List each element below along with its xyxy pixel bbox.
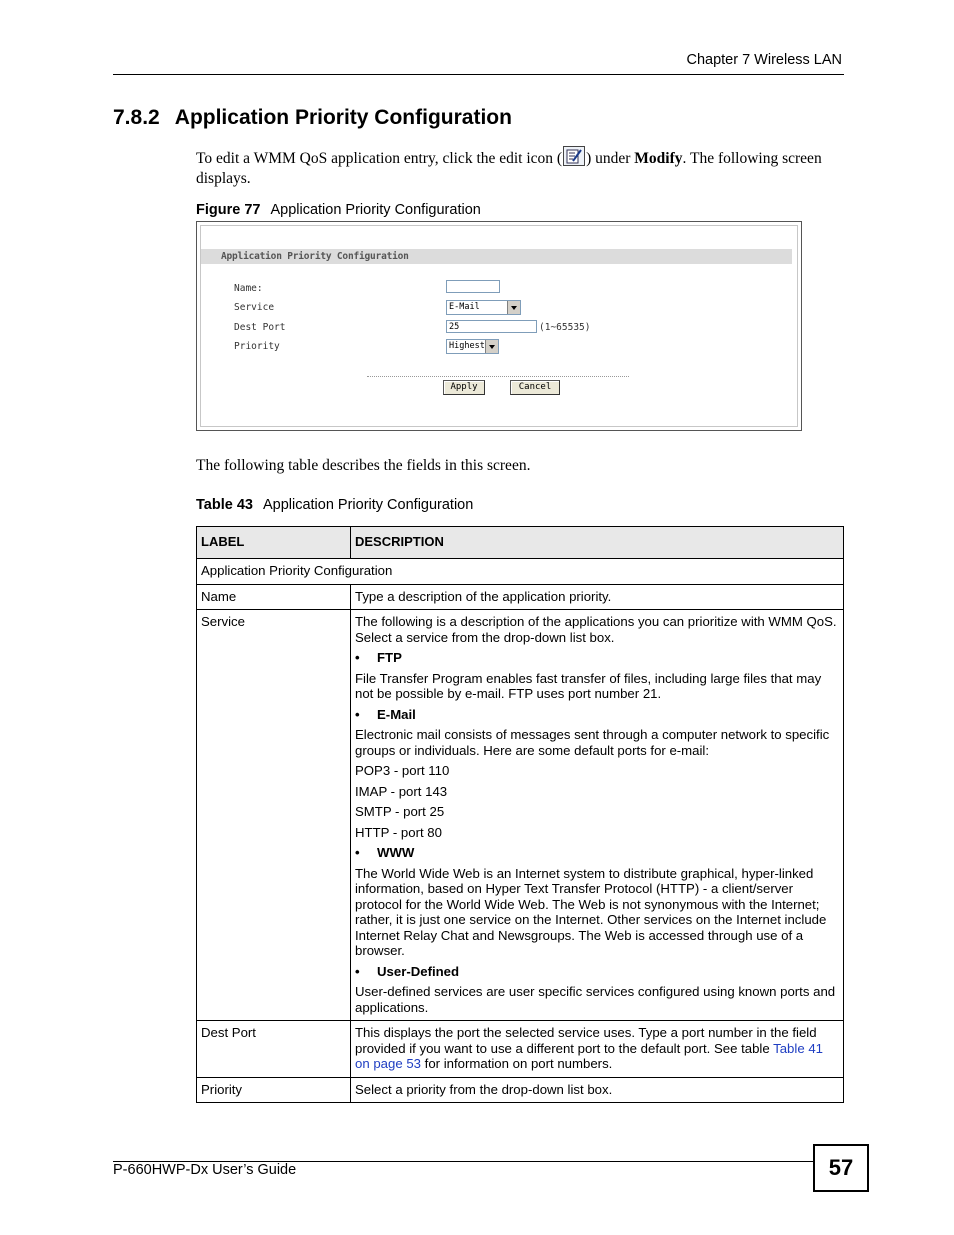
user-defined-description: User-defined services are user specific services configured using known ports and applications.: [355, 984, 836, 1015]
table-section-row: Application Priority Configuration: [197, 559, 844, 585]
chapter-header: Chapter 7 Wireless LAN: [686, 52, 842, 68]
intro-text-1: To edit a WMM QoS application entry, click the edit icon (: [196, 150, 563, 167]
priority-label: Priority: [234, 341, 280, 352]
bullet-icon: •: [355, 706, 360, 722]
dest-port-range: (1~65535): [539, 322, 591, 333]
column-header-description: DESCRIPTION: [351, 527, 844, 559]
table-caption: [196, 497, 473, 513]
row-desc-service: [351, 610, 844, 1021]
cancel-button[interactable]: Cancel: [510, 380, 560, 395]
screenshot-title: Application Priority Configuration: [221, 251, 409, 262]
table-row: [197, 1021, 844, 1078]
row-label-service: Service: [197, 610, 351, 1021]
table-41-link[interactable]: Table 41 on page 53: [355, 1040, 823, 1071]
dest-port-desc-2: for information on port numbers.: [421, 1056, 613, 1071]
edit-icon: [563, 146, 585, 166]
table-header-row: [197, 527, 844, 559]
pop3-port: POP3 - port 110: [355, 763, 450, 778]
service-label: Service: [234, 302, 275, 313]
table-row: [197, 584, 844, 610]
intro-text-3: . The following screen displays.: [196, 150, 822, 187]
bullet-icon: •: [355, 650, 360, 665]
section-heading: [113, 106, 512, 130]
intro-bold-modify: Modify: [634, 150, 683, 167]
section-number: 7.8.2: [113, 106, 160, 129]
header-divider: [113, 74, 844, 75]
dest-port-input[interactable]: 25: [446, 320, 537, 333]
imap-port: IMAP - port 143: [355, 783, 448, 799]
name-label: Name:: [234, 283, 263, 294]
service-intro: The following is a description of the applications you can prioritize with WMM QoS. Select a service from the drop-down list box.: [355, 614, 837, 645]
column-header-label: LABEL: [197, 527, 351, 559]
screenshot-title-bar: [201, 249, 792, 264]
service-select[interactable]: [446, 300, 521, 315]
section-title: Application Priority Configuration: [174, 106, 512, 129]
dest-port-desc-1: This displays the port the selected service uses. Type a port number in the field provided if you want to use a different port to the default port. See table: [355, 1025, 817, 1056]
table-intro-paragraph: The following table describes the fields in this screen.: [196, 457, 531, 474]
dropdown-arrow-icon[interactable]: [507, 301, 520, 314]
priority-select-value: Highest: [449, 341, 485, 351]
name-input[interactable]: [446, 280, 500, 293]
screenshot-divider: [367, 376, 629, 377]
row-desc-priority: Select a priority from the drop-down list box.: [351, 1077, 844, 1103]
bullet-icon: •: [355, 845, 360, 860]
email-description: Electronic mail consists of messages sent through a computer network to specific groups or individuals. Here are some default ports for e-mail:: [355, 727, 830, 758]
smtp-port: SMTP - port 25: [355, 804, 445, 819]
table-caption-text: Application Priority Configuration: [262, 497, 474, 513]
www-title: WWW: [377, 845, 415, 860]
table-label: Table 43: [196, 497, 253, 513]
user-defined-title: User-Defined: [377, 963, 460, 979]
www-description: The World Wide Web is an Internet system to distribute graphical, hyper-linked information, based on Hyper Text Transfer Protocol (HTTP) - a client/server protocol for the World Wide Web. The Web is not synonymous with the Internet; rather, it is just one service on the Internet. Other services on the Internet include Internet Relay Chat and Newsgroups. The Web is accessed through use of a browser.: [355, 865, 827, 958]
bullet-email: [355, 707, 839, 723]
email-title: E-Mail: [377, 706, 416, 722]
intro-text-2: ) under: [586, 150, 635, 167]
figure-caption: [196, 202, 481, 218]
footer-guide-title: P-660HWP-Dx User’s Guide: [113, 1162, 297, 1178]
bullet-user-defined: [355, 964, 839, 980]
row-desc-name: Type a description of the application priority.: [351, 584, 844, 610]
bullet-icon: •: [355, 963, 360, 979]
http-port: HTTP - port 80: [355, 824, 442, 840]
field-description-table: [196, 526, 844, 1103]
apply-button[interactable]: Apply: [443, 380, 485, 395]
row-label-dest-port: Dest Port: [197, 1021, 351, 1078]
table-row: [197, 559, 844, 585]
screenshot-figure: [196, 221, 802, 431]
row-label-priority: Priority: [197, 1077, 351, 1103]
figure-label: Figure 77: [196, 202, 261, 218]
bullet-ftp: [355, 650, 839, 666]
service-select-value: E-Mail: [449, 302, 480, 312]
row-desc-dest-port: [351, 1021, 844, 1078]
ftp-title: FTP: [377, 650, 402, 665]
bullet-www: [355, 845, 839, 861]
intro-paragraph: [196, 146, 846, 189]
table-row: [197, 1077, 844, 1103]
table-row: [197, 610, 844, 1021]
priority-select[interactable]: [446, 339, 499, 354]
dest-port-label: Dest Port: [234, 322, 286, 333]
ftp-description: File Transfer Program enables fast transfer of files, including large files that may not be possible by e-mail. FTP uses port number 21.: [355, 670, 822, 701]
row-label-name: Name: [197, 584, 351, 610]
page-number: 57: [813, 1144, 869, 1192]
dropdown-arrow-icon[interactable]: [485, 340, 498, 353]
figure-caption-text: Application Priority Configuration: [270, 202, 481, 218]
